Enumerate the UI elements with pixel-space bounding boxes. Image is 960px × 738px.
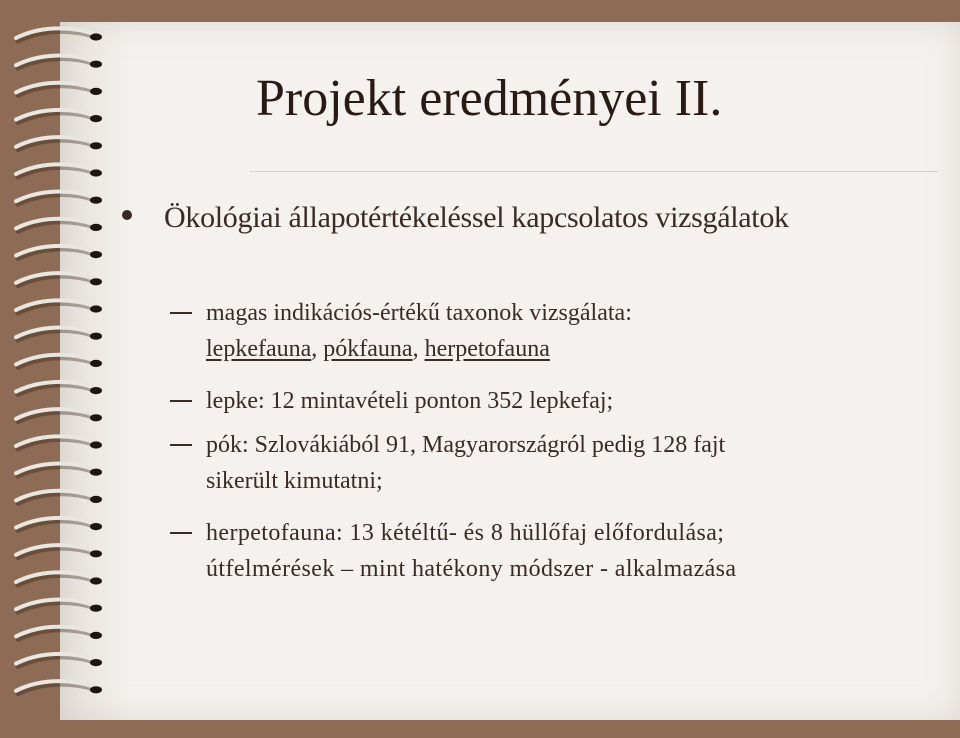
subitem-lepke-text: lepke: 12 mintavételi ponton 352 lepkefaj;	[206, 388, 614, 414]
subitem-taxa-line1: magas indikációs-értékű taxonok vizsgálata:	[206, 300, 632, 326]
spiral-hole	[90, 414, 102, 421]
spiral-hole	[90, 550, 102, 557]
subitem-herpetofauna-line2: útfelmérések – mint hatékony módszer - alkalmazása	[206, 556, 737, 582]
spiral-hole	[90, 605, 102, 612]
separator: ,	[412, 336, 425, 362]
spiral-hole	[90, 469, 102, 476]
spiral-hole	[90, 33, 102, 40]
subitem-lepke	[170, 383, 940, 419]
spiral-hole	[90, 197, 102, 204]
spiral-hole	[90, 441, 102, 448]
subitem-pok-line1: pók: Szlovákiából 91, Magyarországról pedig 128 fajt	[206, 432, 726, 458]
link-lepkefauna[interactable]: lepkefauna	[206, 336, 312, 362]
subitem-herpetofauna-line1: herpetofauna: 13 kétéltű- és 8 hüllőfaj előfordulása;	[206, 520, 725, 546]
subitem-pok	[170, 427, 940, 499]
spiral-hole	[90, 305, 102, 312]
dash-icon	[170, 312, 192, 314]
spiral-binding-icon	[0, 0, 130, 738]
spiral-hole	[90, 61, 102, 68]
link-pokfauna[interactable]: pókfauna	[323, 336, 413, 362]
spiral-hole	[90, 360, 102, 367]
subitem-herpetofauna	[170, 515, 940, 587]
spiral-hole	[90, 496, 102, 503]
slide-title: Projekt eredményei II.	[256, 70, 723, 127]
spiral-hole	[90, 88, 102, 95]
spiral-hole	[90, 387, 102, 394]
spiral-hole	[90, 115, 102, 122]
spiral-hole	[90, 333, 102, 340]
spiral-hole	[90, 577, 102, 584]
title-divider	[250, 171, 938, 172]
spiral-hole	[90, 224, 102, 231]
spiral-hole	[90, 142, 102, 149]
subitem-taxa	[170, 295, 940, 367]
dash-icon	[170, 444, 192, 446]
bullet-dot-icon	[122, 210, 132, 220]
link-herpetofauna[interactable]: herpetofauna	[424, 336, 550, 362]
spiral-hole	[90, 169, 102, 176]
dash-icon	[170, 400, 192, 402]
spiral-hole	[90, 251, 102, 258]
spiral-hole	[90, 659, 102, 666]
separator: ,	[311, 336, 324, 362]
main-bullet	[122, 196, 822, 240]
main-bullet-text: Ökológiai állapotértékeléssel kapcsolatos vizsgálatok	[164, 201, 789, 234]
spiral-hole	[90, 523, 102, 530]
subitem-pok-line2: sikerült kimutatni;	[206, 468, 383, 494]
dash-icon	[170, 532, 192, 534]
spiral-hole	[90, 632, 102, 639]
spiral-hole	[90, 278, 102, 285]
spiral-hole	[90, 686, 102, 693]
